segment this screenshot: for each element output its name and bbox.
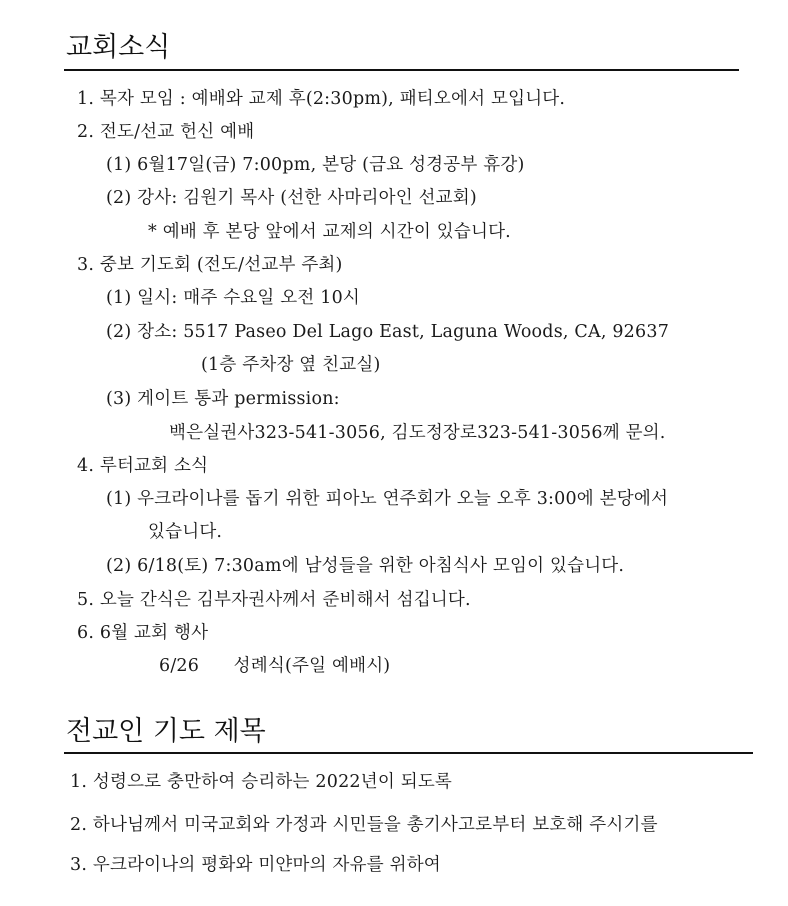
news-item-2-note: * 예배 후 본당 앞에서 교제의 시간이 있습니다. (148, 222, 511, 242)
prayer-item-3: 3. 우크라이나의 평화와 미얀마의 자유를 위하여 (70, 855, 441, 875)
church-news-title: 교회소식 (66, 32, 171, 63)
news-item-6-event: 6/26 성례식(주일 예배시) (159, 656, 391, 676)
news-item-2-sub-2: (2) 강사: 김원기 목사 (선한 사마리아인 선교회) (106, 188, 477, 208)
news-item-3-sub-2-cont: (1층 주차장 옆 친교실) (201, 355, 381, 375)
prayer-topics-title: 전교인 기도 제목 (66, 716, 266, 747)
news-item-4-sub-1-cont: 있습니다. (148, 522, 223, 542)
news-item-3-contacts: 백은실권사323-541-3056, 김도정장로323-541-3056께 문의. (169, 423, 666, 443)
news-item-4: 4. 루터교회 소식 (77, 456, 209, 476)
news-item-3-sub-1: (1) 일시: 매주 수요일 오전 10시 (106, 288, 361, 308)
news-item-3-sub-2: (2) 장소: 5517 Paseo Del Lago East, Laguna Woods, CA, 92637 (106, 322, 670, 342)
news-item-1: 1. 목자 모임 : 예배와 교제 후(2:30pm), 패티오에서 모입니다. (77, 89, 566, 109)
news-item-2-sub-1: (1) 6월17일(금) 7:00pm, 본당 (금요 성경공부 휴강) (106, 155, 525, 175)
news-item-6: 6. 6월 교회 행사 (77, 623, 209, 643)
title-underline (64, 752, 753, 754)
prayer-item-1: 1. 성령으로 충만하여 승리하는 2022년이 되도록 (70, 772, 453, 792)
news-item-4-sub-1: (1) 우크라이나를 돕기 위한 피아노 연주회가 오늘 오후 3:00에 본당에서 (106, 489, 669, 509)
news-item-3: 3. 중보 기도회 (전도/선교부 주최) (77, 255, 343, 275)
news-item-5: 5. 오늘 간식은 김부자권사께서 준비해서 섬깁니다. (77, 590, 471, 610)
title-underline (64, 69, 739, 71)
prayer-item-2: 2. 하나님께서 미국교회와 가정과 시민들을 총기사고로부터 보호해 주시기를 (70, 815, 658, 835)
news-item-3-sub-3: (3) 게이트 통과 permission: (106, 389, 340, 409)
news-item-4-sub-2: (2) 6/18(토) 7:30am에 남성들을 위한 아침식사 모임이 있습니다. (106, 556, 625, 576)
news-item-2: 2. 전도/선교 헌신 예배 (77, 122, 255, 142)
